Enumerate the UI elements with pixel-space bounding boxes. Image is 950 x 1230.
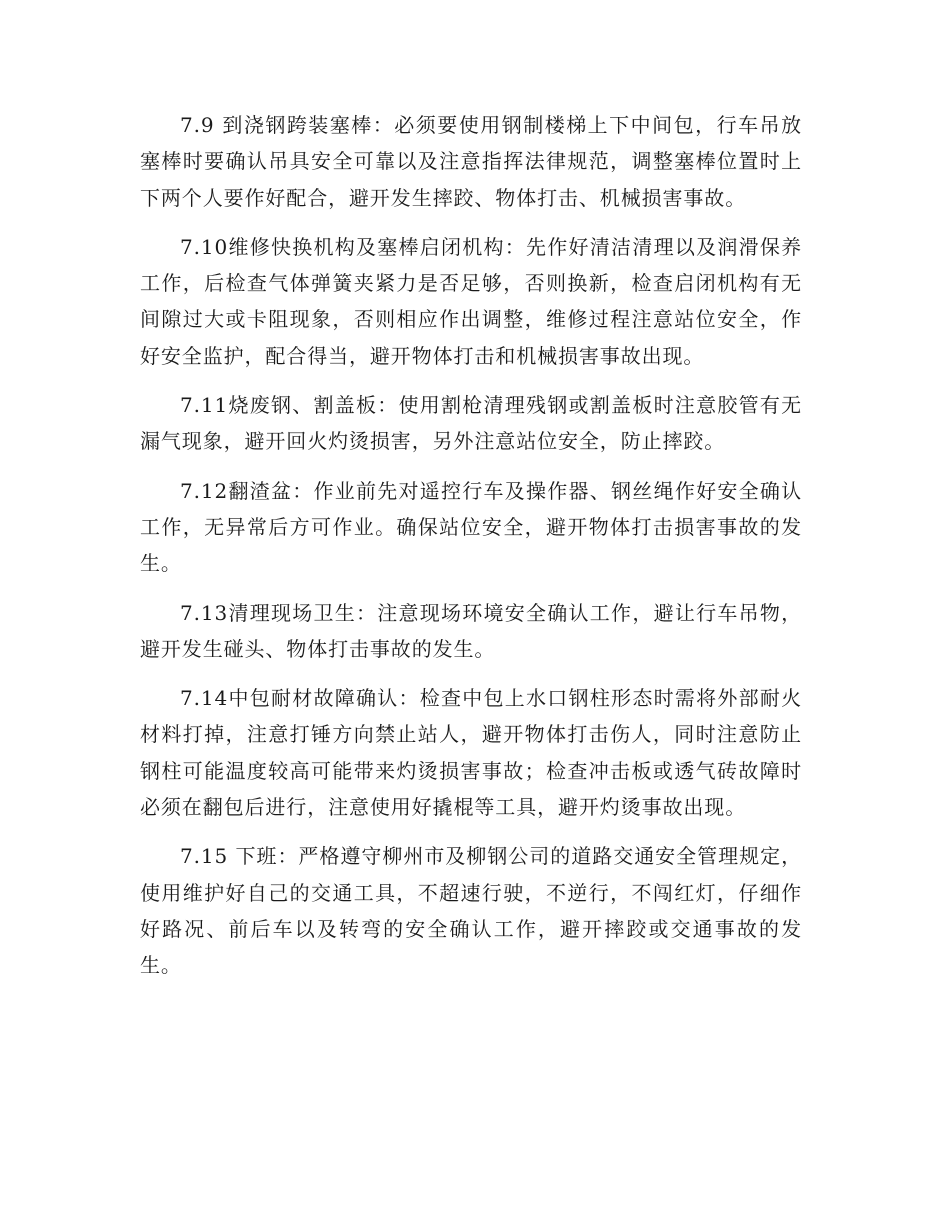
document-body <box>140 107 802 997</box>
paragraph-7-13: 7.13清理现场卫生：注意现场环境安全确认工作，避让行车吊物，避开发生碰头、物体打击事故的发生。 <box>140 600 802 661</box>
paragraph-7-10: 7.10维修快换机构及塞棒启闭机构：先作好清洁清理以及润滑保养工作，后检查气体弹簧夹紧力是否足够，否则换新，检查启闭机构有无间隙过大或卡阻现象，否则相应作出调整，维修过程注意站位安全，作好安全监护，配合得当，避开物体打击和机械损害事故出现。 <box>140 234 802 368</box>
paragraph-7-14: 7.14中包耐材故障确认：检查中包上水口钢柱形态时需将外部耐火材料打掉，注意打锤方向禁止站人，避开物体打击伤人，同时注意防止钢柱可能温度较高可能带来灼烫损害事故；检查冲击板或透气砖故障时必须在翻包后进行，注意使用好撬棍等工具，避开灼烫事故出现。 <box>140 686 802 820</box>
paragraph-7-12: 7.12翻渣盆：作业前先对遥控行车及操作器、钢丝绳作好安全确认工作，无异常后方可作业。确保站位安全，避开物体打击损害事故的发生。 <box>140 478 802 576</box>
paragraph-7-11: 7.11烧废钢、割盖板：使用割枪清理残钢或割盖板时注意胶管有无漏气现象，避开回火灼烫损害，另外注意站位安全，防止摔跤。 <box>140 393 802 454</box>
paragraph-7-9: 7.9 到浇钢跨装塞棒：必须要使用钢制楼梯上下中间包，行车吊放塞棒时要确认吊具安全可靠以及注意指挥法律规范，调整塞棒位置时上下两个人要作好配合，避开发生摔跤、物体打击、机械损害事故。 <box>140 113 802 210</box>
paragraph-7-15: 7.15 下班：严格遵守柳州市及柳钢公司的道路交通安全管理规定，使用维护好自己的交通工具，不超速行驶，不逆行，不闯红灯，仔细作好路况、前后车以及转弯的安全确认工作，避开摔跤或交通事故的发生。 <box>140 844 802 978</box>
